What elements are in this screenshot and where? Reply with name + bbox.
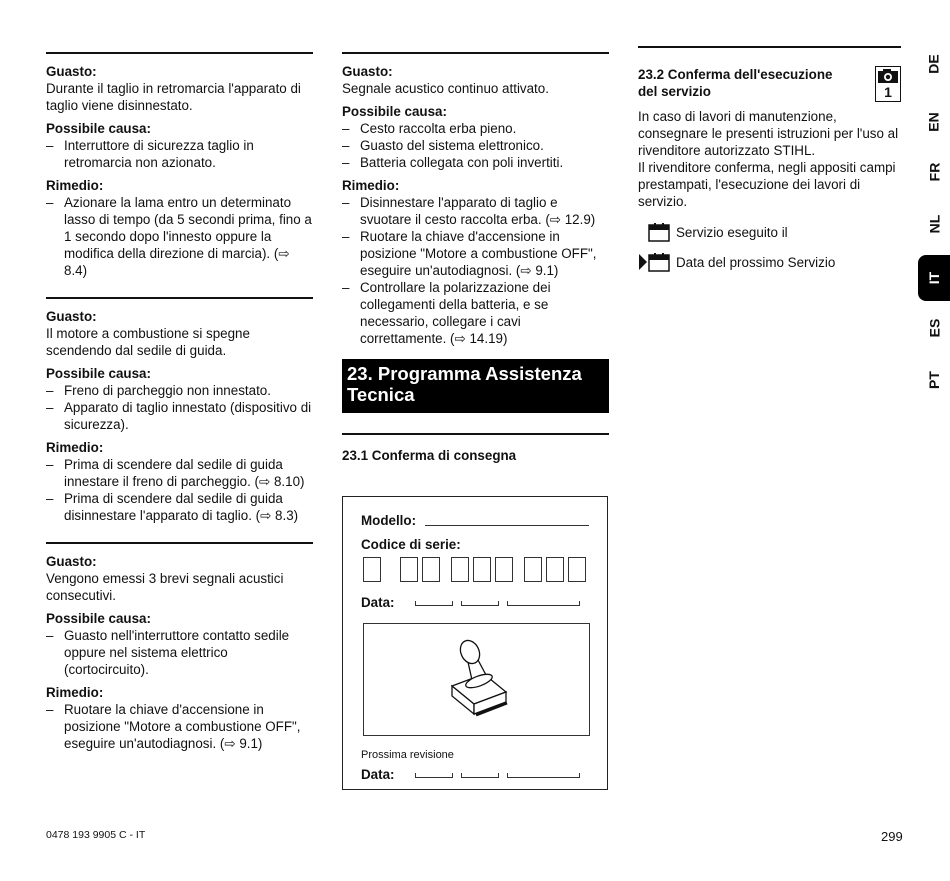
stamp-icon — [364, 624, 589, 735]
remedy-list — [46, 701, 313, 752]
camera-icon — [877, 68, 899, 84]
remedy-item: – Ruotare la chiave d'accensione in posizione "Motore a combustione OFF", eseguire un'autodiagnosi. (⇨ 9.1) — [46, 701, 313, 752]
lang-es[interactable]: ES — [926, 318, 942, 338]
cause-label: Possibile causa: — [342, 104, 447, 119]
remedy-list — [342, 194, 609, 347]
fault-text: Durante il taglio in retromarcia l'apparato di taglio viene disinnestato. — [46, 81, 301, 113]
cause-list — [46, 382, 313, 433]
cause-item: – Apparato di taglio innestato (dispositivo di sicurezza). — [46, 399, 313, 433]
serial-box — [400, 557, 418, 582]
cause-item: – Batteria collegata con poli invertiti. — [342, 154, 609, 171]
cause-item: – Guasto nell'interruttore contatto sedile oppure nel sistema elettrico (cortocircuito). — [46, 627, 313, 678]
lang-pt[interactable]: PT — [925, 371, 942, 389]
column-middle — [342, 52, 609, 464]
service-done-label: Servizio eseguito il — [676, 224, 788, 240]
column-left — [46, 52, 313, 752]
date-tick — [461, 601, 499, 606]
page-number: 299 — [881, 829, 903, 844]
camera-note-icon — [875, 66, 901, 102]
column-right — [638, 46, 901, 272]
lang-fr[interactable]: FR — [925, 162, 942, 182]
fault-text: Vengono emessi 3 brevi segnali acustici consecutivi. — [46, 571, 284, 603]
next-service-row — [638, 252, 901, 272]
fault-label: Guasto: — [46, 309, 97, 324]
remedy-list — [46, 194, 313, 279]
remedy-item: – Prima di scendere dal sedile di guida innestare il freno di parcheggio. (⇨ 8.10) — [46, 456, 313, 490]
serial-box — [495, 557, 513, 582]
fault-block-1 — [46, 52, 313, 279]
camera-number: 1 — [884, 84, 892, 100]
serial-box — [524, 557, 542, 582]
model-line — [425, 525, 589, 526]
cause-label: Possibile causa: — [46, 121, 151, 136]
fault-label: Guasto: — [342, 64, 393, 79]
remedy-label: Rimedio: — [342, 178, 400, 193]
section-title-service: 23.2 Conferma dell'esecuzione del servizio — [638, 67, 833, 99]
stamp-area — [363, 623, 590, 736]
serial-box — [546, 557, 564, 582]
remedy-list — [46, 456, 313, 524]
section-title-delivery: 23.1 Conferma di consegna — [342, 433, 609, 464]
fault-text: Segnale acustico continuo attivato. — [342, 81, 549, 96]
fault-block-3 — [46, 542, 313, 752]
chapter-title: 23. Programma Assistenza Tecnica — [342, 359, 609, 413]
fault-text: Il motore a combustione si spegne scendendo dal sedile di guida. — [46, 326, 250, 358]
serial-box — [363, 557, 381, 582]
lang-de[interactable]: DE — [925, 54, 942, 74]
date-tick — [507, 601, 580, 606]
date-tick — [461, 773, 499, 778]
remedy-item: – Azionare la lama entro un determinato lasso di tempo (da 5 secondi prima, fino a 1 secondo dopo l'innesto oppure la modifica della direzione di marcia). (⇨ 8.4) — [46, 194, 313, 279]
lang-en[interactable]: EN — [925, 112, 942, 132]
serial-box — [422, 557, 440, 582]
footer-code: 0478 193 9905 C - IT — [46, 829, 146, 841]
date-tick — [415, 773, 453, 778]
cause-label: Possibile causa: — [46, 611, 151, 626]
serial-box — [451, 557, 469, 582]
remedy-item: – Ruotare la chiave d'accensione in posizione "Motore a combustione OFF", eseguire un'autodiagnosi. (⇨ 9.1) — [342, 228, 609, 279]
remedy-item: – Prima di scendere dal sedile di guida disinnestare l'apparato di taglio. (⇨ 8.3) — [46, 490, 313, 524]
remedy-label: Rimedio: — [46, 440, 104, 455]
cause-label: Possibile causa: — [46, 366, 151, 381]
cause-item: – Cesto raccolta erba pieno. — [342, 120, 609, 137]
model-label: Modello: — [361, 513, 417, 528]
lang-nl[interactable]: NL — [925, 214, 942, 234]
next-service-label: Data del prossimo Servizio — [676, 254, 836, 270]
cause-list — [342, 120, 609, 171]
service-paragraph-2: Il rivenditore conferma, negli appositi campi prestampati, l'esecuzione dei lavori di servizio. — [638, 160, 896, 209]
serial-label: Codice di serie: — [361, 537, 461, 552]
date-label: Data: — [361, 595, 395, 610]
serial-box — [568, 557, 586, 582]
date-tick — [507, 773, 580, 778]
remedy-item: – Disinnestare l'apparato di taglio e svuotare il cesto raccolta erba. (⇨ 12.9) — [342, 194, 609, 228]
cause-list — [46, 627, 313, 678]
remedy-item: – Controllare la polarizzazione dei collegamenti della batteria, e se necessario, collegare i cavi correttamente. (⇨ 14.19) — [342, 279, 609, 347]
lang-it[interactable]: IT — [925, 271, 942, 285]
date-label-2: Data: — [361, 767, 395, 782]
service-paragraph-1: In caso di lavori di manutenzione, consegnare le presenti istruzioni per l'uso al rivenditore autorizzato STIHL. — [638, 109, 899, 158]
delivery-form — [342, 496, 608, 790]
remedy-label: Rimedio: — [46, 178, 104, 193]
cause-item: – Interruttore di sicurezza taglio in retromarcia non azionato. — [46, 137, 313, 171]
remedy-label: Rimedio: — [46, 685, 104, 700]
serial-box — [473, 557, 491, 582]
cause-list — [46, 137, 313, 171]
fault-label: Guasto: — [46, 554, 97, 569]
service-section — [638, 46, 901, 272]
service-done-row — [648, 222, 901, 242]
fault-block-4 — [342, 52, 609, 347]
fault-label: Guasto: — [46, 64, 97, 79]
date-tick — [415, 601, 453, 606]
calendar-next-icon — [638, 252, 672, 272]
fault-block-2 — [46, 297, 313, 524]
next-revision-label: Prossima revisione — [361, 749, 454, 761]
cause-item: – Guasto del sistema elettronico. — [342, 137, 609, 154]
cause-item: – Freno di parcheggio non innestato. — [46, 382, 313, 399]
calendar-icon — [648, 222, 670, 242]
